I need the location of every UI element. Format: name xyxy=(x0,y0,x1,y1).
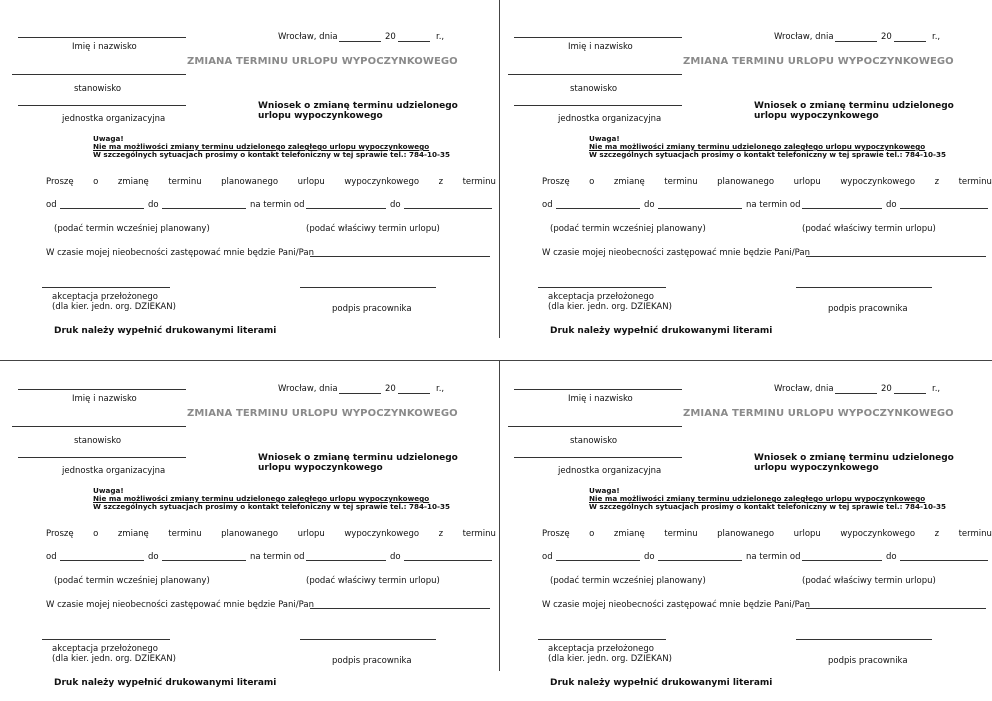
request-word: terminu xyxy=(958,177,992,187)
leave-change-form-1 xyxy=(0,0,496,340)
position-label: stanowisko xyxy=(74,436,122,446)
note-heading: Uwaga! xyxy=(589,486,620,495)
to-label: do xyxy=(148,200,159,210)
request-word: urlopu xyxy=(297,529,325,539)
day-field-line[interactable] xyxy=(339,393,381,394)
request-word: terminu xyxy=(664,529,698,539)
hint-actual: (podać właściwy termin urlopu) xyxy=(306,576,440,586)
year-suffix: r., xyxy=(932,32,941,42)
leave-change-form-4 xyxy=(496,352,992,692)
to-label: do xyxy=(644,200,655,210)
request-word: z xyxy=(934,177,940,187)
request-word: z xyxy=(934,529,940,539)
unit-label: jednostka organizacyjna xyxy=(62,466,166,476)
name-field-line[interactable] xyxy=(514,389,682,390)
from-label: od xyxy=(542,200,553,210)
note-line2: W szczególnych sytuacjach prosimy o kontakt telefoniczny w tej sprawie tel.: 784-10-35 xyxy=(93,502,451,511)
approval-label-line1: akceptacja przełożonego xyxy=(52,292,158,302)
print-instruction: Druk należy wypełnić drukowanymi literami xyxy=(54,326,277,336)
note-line1: Nie ma możliwości zmiany terminu udzielonego zaległego urlopu wypoczynkowego xyxy=(589,494,926,503)
request-heading-line1: Wniosek o zmianę terminu udzielonego xyxy=(258,453,458,463)
to-label: do xyxy=(644,552,655,562)
request-word: terminu xyxy=(462,529,496,539)
request-word: wypoczynkowego xyxy=(344,177,420,187)
note-heading: Uwaga! xyxy=(93,134,124,143)
request-word: zmianę xyxy=(117,529,149,539)
form-title: ZMIANA TERMINU URLOPU WYPOCZYNKOWEGO xyxy=(683,56,954,67)
hint-planned: (podać termin wcześniej planowany) xyxy=(54,576,210,586)
position-label: stanowisko xyxy=(74,84,122,94)
day-field-line[interactable] xyxy=(339,41,381,42)
request-word: zmianę xyxy=(613,177,645,187)
request-word: planowanego xyxy=(717,177,775,187)
new-to-label: do xyxy=(390,552,401,562)
year-prefix: 20 xyxy=(385,32,396,42)
request-word: z xyxy=(438,529,444,539)
approval-label-line2: (dla kier. jedn. org. DZIEKAN) xyxy=(548,654,672,664)
request-word: urlopu xyxy=(793,529,821,539)
new-to-field-line[interactable] xyxy=(404,560,492,561)
print-instruction: Druk należy wypełnić drukowanymi literami xyxy=(54,678,277,688)
leave-change-form-2 xyxy=(496,0,992,340)
planned-from-field-line[interactable] xyxy=(556,208,640,209)
name-label: Imię i nazwisko xyxy=(568,394,633,404)
unit-label: jednostka organizacyjna xyxy=(558,114,662,124)
new-from-label: na termin od xyxy=(250,552,305,562)
request-heading-line2: urlopu wypoczynkowego xyxy=(258,111,383,121)
new-from-label: na termin od xyxy=(746,200,801,210)
name-label: Imię i nazwisko xyxy=(72,42,137,52)
approval-label-line1: akceptacja przełożonego xyxy=(52,644,158,654)
request-word: Proszę xyxy=(542,177,570,187)
print-instruction: Druk należy wypełnić drukowanymi literami xyxy=(550,678,773,688)
request-word: wypoczynkowego xyxy=(344,529,420,539)
employee-signature-label: podpis pracownika xyxy=(332,656,412,666)
request-word: Proszę xyxy=(46,177,74,187)
request-word: terminu xyxy=(168,177,202,187)
approval-label-line1: akceptacja przełożonego xyxy=(548,292,654,302)
year-suffix: r., xyxy=(436,32,445,42)
planned-from-field-line[interactable] xyxy=(556,560,640,561)
approval-signature-line[interactable] xyxy=(42,639,170,640)
position-field-line[interactable] xyxy=(12,74,186,75)
request-word: terminu xyxy=(664,177,698,187)
employee-signature-label: podpis pracownika xyxy=(332,304,412,314)
city-date-label: Wrocław, dnia xyxy=(278,32,338,42)
position-label: stanowisko xyxy=(570,84,618,94)
request-sentence xyxy=(46,529,496,539)
year-suffix: r., xyxy=(932,384,941,394)
employee-signature-line[interactable] xyxy=(796,287,932,288)
name-field-line[interactable] xyxy=(18,37,186,38)
approval-label-line1: akceptacja przełożonego xyxy=(548,644,654,654)
new-from-field-line[interactable] xyxy=(306,560,386,561)
replacement-field-line[interactable] xyxy=(806,256,986,257)
year-prefix: 20 xyxy=(385,384,396,394)
employee-signature-label: podpis pracownika xyxy=(828,304,908,314)
hint-actual: (podać właściwy termin urlopu) xyxy=(802,576,936,586)
approval-label-line2: (dla kier. jedn. org. DZIEKAN) xyxy=(52,654,176,664)
note-line2: W szczególnych sytuacjach prosimy o kontakt telefoniczny w tej sprawie tel.: 784-10-35 xyxy=(93,150,451,159)
replacement-label: W czasie mojej nieobecności zastępować mnie będzie Pani/Pan xyxy=(46,248,314,258)
new-from-field-line[interactable] xyxy=(802,208,882,209)
request-heading-line2: urlopu wypoczynkowego xyxy=(754,463,879,473)
year-field-line[interactable] xyxy=(894,393,926,394)
approval-signature-line[interactable] xyxy=(538,287,666,288)
from-label: od xyxy=(46,552,57,562)
position-field-line[interactable] xyxy=(508,74,682,75)
day-field-line[interactable] xyxy=(835,393,877,394)
request-word: wypoczynkowego xyxy=(840,529,916,539)
employee-signature-label: podpis pracownika xyxy=(828,656,908,666)
request-word: terminu xyxy=(168,529,202,539)
year-field-line[interactable] xyxy=(398,393,430,394)
employee-signature-line[interactable] xyxy=(796,639,932,640)
position-field-line[interactable] xyxy=(12,426,186,427)
request-heading-line2: urlopu wypoczynkowego xyxy=(754,111,879,121)
year-prefix: 20 xyxy=(881,32,892,42)
approval-signature-line[interactable] xyxy=(42,287,170,288)
request-word: Proszę xyxy=(46,529,74,539)
replacement-label: W czasie mojej nieobecności zastępować mnie będzie Pani/Pan xyxy=(46,600,314,610)
approval-label-line2: (dla kier. jedn. org. DZIEKAN) xyxy=(548,302,672,312)
replacement-field-line[interactable] xyxy=(806,608,986,609)
unit-label: jednostka organizacyjna xyxy=(558,466,662,476)
request-word: terminu xyxy=(462,177,496,187)
note-heading: Uwaga! xyxy=(589,134,620,143)
leave-change-form-3 xyxy=(0,352,496,692)
employee-signature-line[interactable] xyxy=(300,639,436,640)
planned-to-field-line[interactable] xyxy=(658,208,742,209)
note-heading: Uwaga! xyxy=(93,486,124,495)
form-title: ZMIANA TERMINU URLOPU WYPOCZYNKOWEGO xyxy=(683,408,954,419)
request-word: terminu xyxy=(958,529,992,539)
year-field-line[interactable] xyxy=(894,41,926,42)
new-from-field-line[interactable] xyxy=(802,560,882,561)
request-word: Proszę xyxy=(542,529,570,539)
replacement-label: W czasie mojej nieobecności zastępować mnie będzie Pani/Pan xyxy=(542,248,810,258)
planned-to-field-line[interactable] xyxy=(162,208,246,209)
new-to-label: do xyxy=(886,552,897,562)
replacement-field-line[interactable] xyxy=(310,256,490,257)
request-heading-line1: Wniosek o zmianę terminu udzielonego xyxy=(258,101,458,111)
planned-to-field-line[interactable] xyxy=(162,560,246,561)
form-title: ZMIANA TERMINU URLOPU WYPOCZYNKOWEGO xyxy=(187,56,458,67)
request-word: planowanego xyxy=(717,529,775,539)
employee-signature-line[interactable] xyxy=(300,287,436,288)
request-word: z xyxy=(438,177,444,187)
request-word: o xyxy=(93,177,99,187)
form-title: ZMIANA TERMINU URLOPU WYPOCZYNKOWEGO xyxy=(187,408,458,419)
request-word: o xyxy=(93,529,99,539)
unit-field-line[interactable] xyxy=(18,105,186,106)
replacement-label: W czasie mojej nieobecności zastępować mnie będzie Pani/Pan xyxy=(542,600,810,610)
note-line1: Nie ma możliwości zmiany terminu udzielonego zaległego urlopu wypoczynkowego xyxy=(589,142,926,151)
unit-field-line[interactable] xyxy=(18,457,186,458)
approval-signature-line[interactable] xyxy=(538,639,666,640)
unit-field-line[interactable] xyxy=(514,457,682,458)
request-word: o xyxy=(589,177,595,187)
hint-planned: (podać termin wcześniej planowany) xyxy=(54,224,210,234)
new-from-field-line[interactable] xyxy=(306,208,386,209)
new-from-label: na termin od xyxy=(746,552,801,562)
city-date-label: Wrocław, dnia xyxy=(278,384,338,394)
request-word: urlopu xyxy=(793,177,821,187)
planned-to-field-line[interactable] xyxy=(658,560,742,561)
hint-planned: (podać termin wcześniej planowany) xyxy=(550,576,706,586)
request-word: planowanego xyxy=(221,177,279,187)
from-label: od xyxy=(46,200,57,210)
name-label: Imię i nazwisko xyxy=(568,42,633,52)
request-word: wypoczynkowego xyxy=(840,177,916,187)
planned-from-field-line[interactable] xyxy=(60,560,144,561)
new-to-field-line[interactable] xyxy=(900,208,988,209)
new-to-label: do xyxy=(390,200,401,210)
new-to-label: do xyxy=(886,200,897,210)
city-date-label: Wrocław, dnia xyxy=(774,32,834,42)
note-line2: W szczególnych sytuacjach prosimy o kontakt telefoniczny w tej sprawie tel.: 784-10-35 xyxy=(589,502,947,511)
year-field-line[interactable] xyxy=(398,41,430,42)
year-prefix: 20 xyxy=(881,384,892,394)
day-field-line[interactable] xyxy=(835,41,877,42)
hint-actual: (podać właściwy termin urlopu) xyxy=(802,224,936,234)
name-field-line[interactable] xyxy=(514,37,682,38)
request-heading-line2: urlopu wypoczynkowego xyxy=(258,463,383,473)
new-to-field-line[interactable] xyxy=(900,560,988,561)
request-word: urlopu xyxy=(297,177,325,187)
to-label: do xyxy=(148,552,159,562)
approval-label-line2: (dla kier. jedn. org. DZIEKAN) xyxy=(52,302,176,312)
hint-planned: (podać termin wcześniej planowany) xyxy=(550,224,706,234)
position-field-line[interactable] xyxy=(508,426,682,427)
replacement-field-line[interactable] xyxy=(310,608,490,609)
from-label: od xyxy=(542,552,553,562)
position-label: stanowisko xyxy=(570,436,618,446)
print-instruction: Druk należy wypełnić drukowanymi literami xyxy=(550,326,773,336)
request-heading-line1: Wniosek o zmianę terminu udzielonego xyxy=(754,101,954,111)
planned-from-field-line[interactable] xyxy=(60,208,144,209)
name-label: Imię i nazwisko xyxy=(72,394,137,404)
request-heading-line1: Wniosek o zmianę terminu udzielonego xyxy=(754,453,954,463)
new-to-field-line[interactable] xyxy=(404,208,492,209)
request-sentence xyxy=(46,177,496,187)
new-from-label: na termin od xyxy=(250,200,305,210)
unit-field-line[interactable] xyxy=(514,105,682,106)
request-word: planowanego xyxy=(221,529,279,539)
note-line1: Nie ma możliwości zmiany terminu udzielonego zaległego urlopu wypoczynkowego xyxy=(93,142,430,151)
request-sentence xyxy=(542,529,992,539)
name-field-line[interactable] xyxy=(18,389,186,390)
request-word: zmianę xyxy=(117,177,149,187)
unit-label: jednostka organizacyjna xyxy=(62,114,166,124)
request-word: o xyxy=(589,529,595,539)
note-line1: Nie ma możliwości zmiany terminu udzielonego zaległego urlopu wypoczynkowego xyxy=(93,494,430,503)
city-date-label: Wrocław, dnia xyxy=(774,384,834,394)
note-line2: W szczególnych sytuacjach prosimy o kontakt telefoniczny w tej sprawie tel.: 784-10-35 xyxy=(589,150,947,159)
request-word: zmianę xyxy=(613,529,645,539)
hint-actual: (podać właściwy termin urlopu) xyxy=(306,224,440,234)
year-suffix: r., xyxy=(436,384,445,394)
request-sentence xyxy=(542,177,992,187)
